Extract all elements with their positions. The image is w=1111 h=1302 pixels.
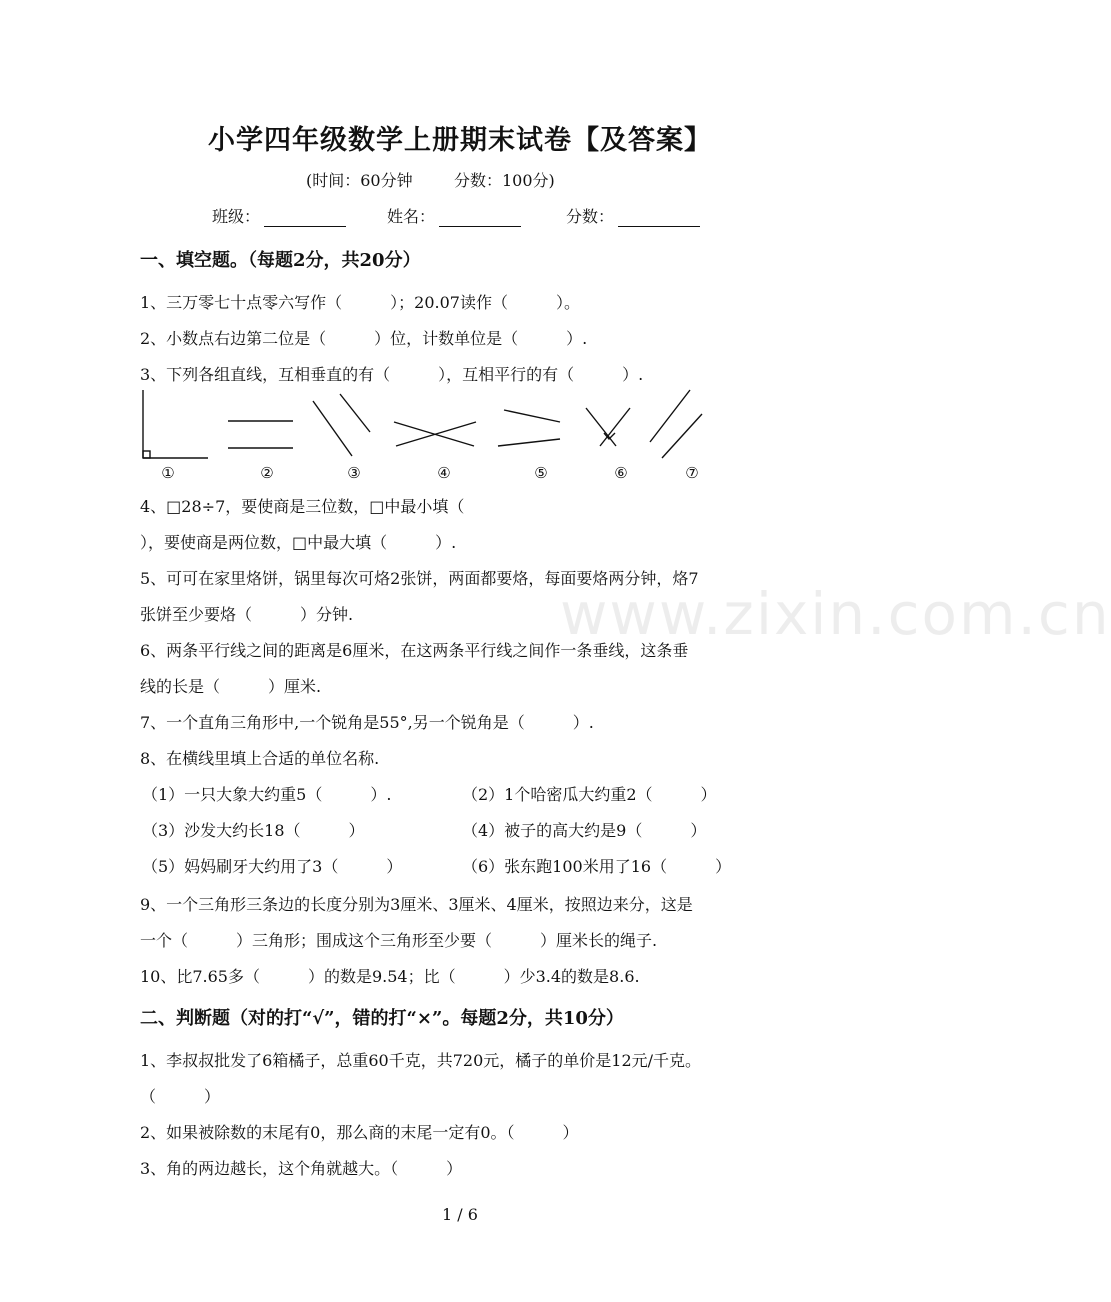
figure-5-line-a [504,410,560,422]
section1-heading: 一、填空题。（每题2分，共20分） [140,250,421,271]
question-2: 2、小数点右边第二位是（ ）位，计数单位是（ ）. [140,329,588,348]
right-angle-mark [143,451,150,458]
name-blank [439,208,521,227]
figure-3-line-b [340,394,370,432]
unit-item-6: （6）张东跑100米用了16（ ） [462,857,732,876]
figure-label-4: ④ [437,464,451,482]
question-9-line-1: 9、一个三角形三条边的长度分别为3厘米、3厘米、4厘米，按照边来分，这是 [140,895,693,914]
page-number: 1 / 6 [442,1205,478,1224]
figure-7-line-b [662,414,702,458]
section2-heading: 二、判断题（对的打“√”，错的打“×”。每题2分，共10分） [140,1008,624,1029]
question-5-line-2: 张饼至少要烙（ ）分钟. [140,605,354,624]
question-10: 10、比7.65多（ ）的数是9.54；比（ ）少3.4的数是8.6. [140,967,640,986]
question-6-line-1: 6、两条平行线之间的距离是6厘米，在这两条平行线之间作一条垂线，这条垂 [140,641,689,660]
question-4-line-2: ），要使商是两位数，□中最大填（ ）. [140,533,457,552]
exam-total-score: 分数：100分) [454,171,555,190]
question-7: 7、一个直角三角形中,一个锐角是55°,另一个锐角是（ ）. [140,713,594,732]
figure-label-5: ⑤ [534,464,548,482]
unit-item-2: （2）1个哈密瓜大约重2（ ） [462,785,717,804]
figure-6-line-b [600,408,630,446]
judge-question-3: 3、角的两边越长，这个角就越大。（ ） [140,1159,463,1178]
name-label: 姓名： [387,207,436,226]
score-field [566,204,700,227]
figure-label-7: ⑦ [685,464,699,482]
unit-item-4: （4）被子的高大约是9（ ） [462,821,707,840]
watermark: www.zixin.com.cn [560,580,1111,648]
name-field [387,204,521,227]
lines-figure [130,386,720,486]
figure-6-line-a [586,408,616,446]
judge-question-2: 2、如果被除数的末尾有0，那么商的末尾一定有0。（ ） [140,1123,579,1142]
figure-label-3: ③ [347,464,361,482]
score-label: 分数： [566,207,615,226]
unit-item-5: （5）妈妈刷牙大约用了3（ ） [142,857,403,876]
figure-label-2: ② [260,464,274,482]
class-blank [264,208,346,227]
question-5-line-1: 5、可可在家里烙饼，锅里每次可烙2张饼，两面都要烙，每面要烙两分钟，烙7 [140,569,699,588]
question-6-line-2: 线的长是（ ）厘米. [140,677,322,696]
exam-time: (时间：60分钟 [306,171,413,190]
unit-item-1: （1）一只大象大约重5（ ）. [142,785,392,804]
question-3: 3、下列各组直线，互相垂直的有（ ），互相平行的有（ ）. [140,365,644,384]
judge-question-1: 1、李叔叔批发了6箱橘子，总重60千克，共720元，橘子的单价是12元/千克。 [140,1051,702,1070]
class-field [212,204,346,227]
question-8: 8、在横线里填上合适的单位名称. [140,749,380,768]
question-9-line-2: 一个（ ）三角形；围成这个三角形至少要（ ）厘米长的绳子. [140,931,658,950]
page-title: 小学四年级数学上册期末试卷【及答案】 [208,125,712,156]
unit-item-3: （3）沙发大约长18（ ） [142,821,365,840]
figure-5-line-b [498,439,560,446]
figure-label-1: ① [161,464,175,482]
question-1: 1、三万零七十点零六写作（ ）；20.07读作（ ）。 [140,293,580,312]
figure-3-line-a [313,401,352,456]
question-4-line-1: 4、□28÷7，要使商是三位数，□中最小填（ [140,497,465,516]
score-blank [618,208,700,227]
figure-label-6: ⑥ [614,464,628,482]
class-label: 班级： [212,207,261,226]
judge-question-1-answer: （ ） [140,1087,221,1106]
